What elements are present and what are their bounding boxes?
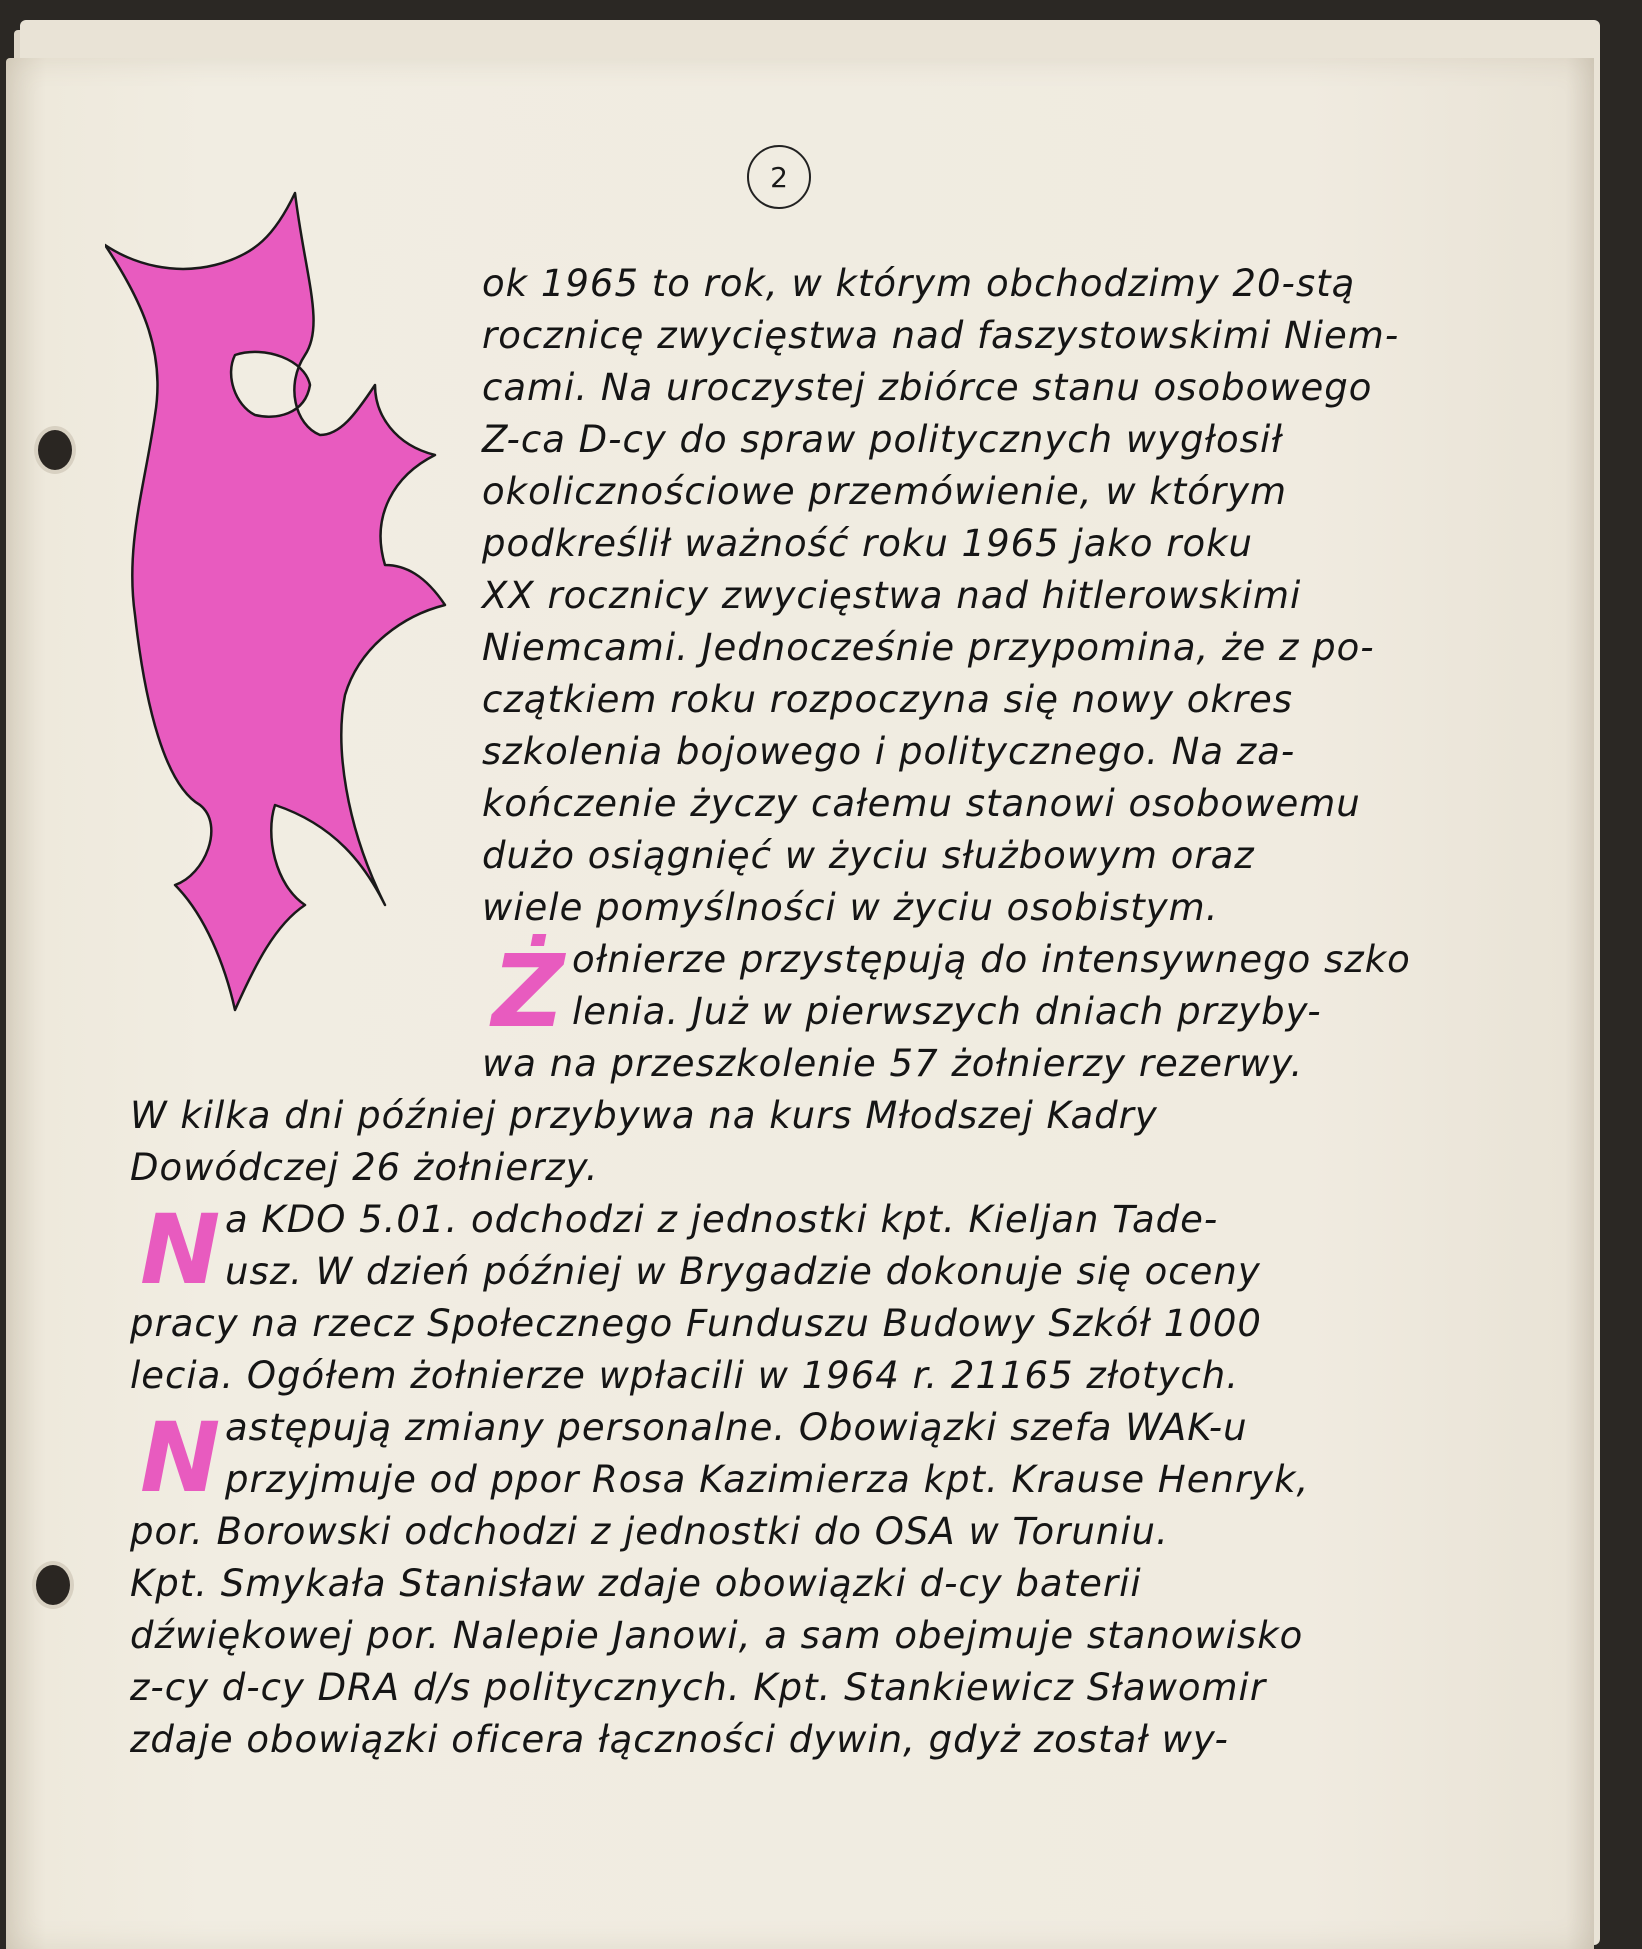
text-line-28: z-cy d-cy DRA d/s politycznych. Kpt. Stankiewicz Sławomir <box>130 1666 1267 1709</box>
text-line-14: ołnierze przystępują do intensywnego szko <box>572 938 1411 981</box>
text-line-29: zdaje obowiązki oficera łączności dywin, gdyż został wy- <box>130 1718 1229 1761</box>
text-line-8: Niemcami. Jednocześnie przypomina, że z po- <box>482 626 1375 669</box>
text-line-13: wiele pomyślności w życiu osobistym. <box>482 886 1219 929</box>
text-line-19: a KDO 5.01. odchodzi z jednostki kpt. Kieljan Tade- <box>225 1198 1219 1241</box>
text-line-12: dużo osiągnięć w życiu służbowym oraz <box>482 834 1255 877</box>
text-line-26: Kpt. Smykała Stanisław zdaje obowiązki d-cy baterii <box>130 1562 1142 1605</box>
text-line-11: kończenie życzy całemu stanowi osobowemu <box>482 782 1361 825</box>
decorative-initial-n-1: N <box>140 1194 222 1306</box>
text-line-2: rocznicę zwycięstwa nad faszystowskimi Niem- <box>482 314 1400 357</box>
text-line-5: okolicznościowe przemówienie, w którym <box>482 470 1288 513</box>
text-line-24: przyjmuje od ppor Rosa Kazimierza kpt. Krause Henryk, <box>225 1458 1310 1501</box>
text-line-22: lecia. Ogółem żołnierze wpłacili w 1964 r. 21165 złotych. <box>130 1354 1240 1397</box>
text-line-17: W kilka dni później przybywa na kurs Młodszej Kadry <box>130 1094 1158 1137</box>
decorative-initial-z: Ż <box>492 933 566 1050</box>
text-line-16: wa na przeszkolenie 57 żołnierzy rezerwy. <box>482 1042 1304 1085</box>
text-line-6: podkreślił ważność roku 1965 jako roku <box>482 522 1253 565</box>
text-line-21: pracy na rzecz Społecznego Funduszu Budowy Szkół 1000 <box>130 1302 1262 1345</box>
text-line-25: por. Borowski odchodzi z jednostki do OSA w Toruniu. <box>130 1510 1169 1553</box>
text-line-20: usz. W dzień później w Brygadzie dokonuje się oceny <box>225 1250 1261 1293</box>
text-line-23: astępują zmiany personalne. Obowiązki szefa WAK-u <box>225 1406 1248 1449</box>
binding-hole-bottom <box>36 1565 70 1605</box>
text-line-3: cami. Na uroczystej zbiórce stanu osobowego <box>482 366 1373 409</box>
text-line-10: szkolenia bojowego i politycznego. Na za- <box>482 730 1296 773</box>
text-line-4: Z-ca D-cy do spraw politycznych wygłosił <box>482 418 1283 461</box>
decorative-initial-n-2: N <box>140 1402 222 1514</box>
text-line-7: XX rocznicy zwycięstwa nad hitlerowskimi <box>482 574 1302 617</box>
text-line-9: czątkiem roku rozpoczyna się nowy okres <box>482 678 1294 721</box>
text-line-1: ok 1965 to rok, w którym obchodzimy 20-stą <box>482 262 1356 305</box>
page-number: 2 <box>747 145 811 209</box>
text-line-18: Dowódczej 26 żołnierzy. <box>130 1146 599 1189</box>
text-line-15: lenia. Już w pierwszych dniach przyby- <box>572 990 1322 1033</box>
binding-hole-top <box>38 430 72 470</box>
text-line-27: dźwiękowej por. Nalepie Janowi, a sam obejmuje stanowisko <box>130 1614 1304 1657</box>
decorative-initial-r <box>105 185 465 1015</box>
